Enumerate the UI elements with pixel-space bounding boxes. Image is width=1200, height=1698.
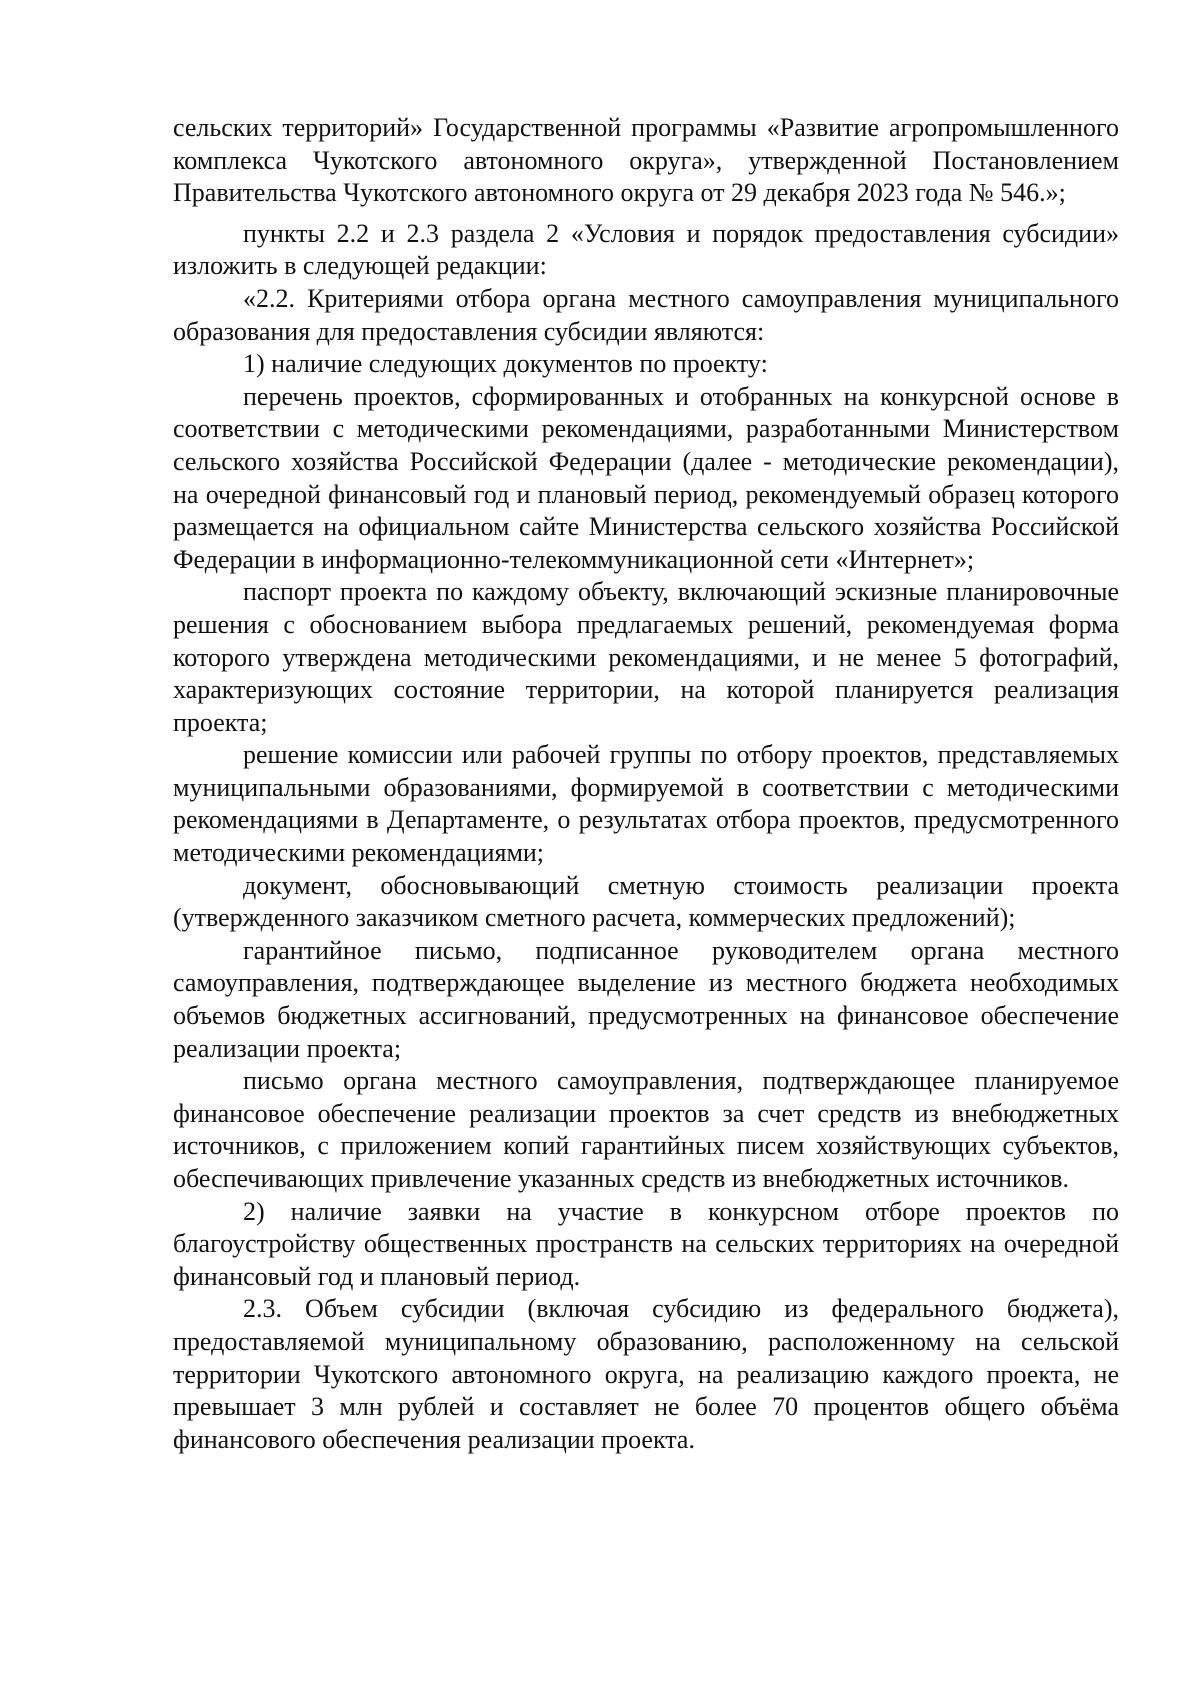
document-body xyxy=(173,112,1119,1456)
paragraph-commission-decision: решение комиссии или рабочей группы по отбору проектов, представляемых муниципальными образованиями, формируемой в соответствии с методическими рекомендациями в Департаменте, о результатах отбора проектов, предусмотренного методическими рекомендациями; xyxy=(173,740,1119,868)
paragraph-item-2: 2) наличие заявки на участие в конкурсном отборе проектов по благоустройству общественных пространств на сельских территориях на очередной финансовый год и плановый период. xyxy=(173,1196,1119,1291)
paragraph-amendment-intro: пункты 2.2 и 2.3 раздела 2 «Условия и порядок предоставления субсидии» изложить в следующей редакции: xyxy=(173,218,1119,281)
paragraph-2-3: 2.3. Объем субсидии (включая субсидию из федерального бюджета), предоставляемой муниципальному образованию, расположенному на сельской территории Чукотского автономного округа, на реализацию каждого проекта, не превышает 3 млн рублей и составляет не более 70 процентов общего объёма финансового обеспечения реализации проекта. xyxy=(173,1294,1119,1454)
paragraph-guarantee-letter: гарантийное письмо, подписанное руководителем органа местного самоуправления, подтверждающее выделение из местного бюджета необходимых объемов бюджетных ассигнований, предусмотренных на финансовое обеспечение реализации проекта; xyxy=(173,935,1119,1063)
paragraph-extrabudgetary-letter: письмо органа местного самоуправления, подтверждающее планируемое финансовое обеспечение реализации проектов за счет средств из внебюджетных источников, с приложением копий гарантийных писем хозяйствующих субъектов, обеспечивающих привлечение указанных средств из внебюджетных источников. xyxy=(173,1066,1119,1193)
paragraph-item-1: 1) наличие следующих документов по проекту: xyxy=(243,349,768,379)
paragraph-projects-list: перечень проектов, сформированных и отобранных на конкурсной основе в соответствии с методическими рекомендациями, разработанными Министерством сельского хозяйства Российской Федерации (далее - методические рекомендации), на очередной финансовый год и плановый период, рекомендуемый образец которого размещается на официальном сайте Министерства сельского хозяйства Российской Федерации в информационно-телекоммуникационной сети «Интернет»; xyxy=(173,381,1119,574)
paragraph-continuation: сельских территорий» Государственной программы «Развитие агропромышленного комплекса Чукотского автономного округа», утвержденной Постановлением Правительства Чукотского автономного округа от 29 декабря 2023 года № 546.»; xyxy=(173,113,1119,208)
paragraph-cost-document: документ, обосновывающий сметную стоимость реализации проекта (утвержденного заказчиком сметного расчета, коммерческих предложений); xyxy=(173,870,1119,933)
paragraph-2-2: «2.2. Критериями отбора органа местного самоуправления муниципального образования для предоставления субсидии являются: xyxy=(173,283,1119,346)
paragraph-project-passport: паспорт проекта по каждому объекту, включающий эскизные планировочные решения с обоснованием выбора предлагаемых решений, рекомендуемая форма которого утверждена методическими рекомендациями, и не менее 5 фотографий, характеризующих состояние территории, на которой планируется реализация проекта; xyxy=(173,577,1119,737)
